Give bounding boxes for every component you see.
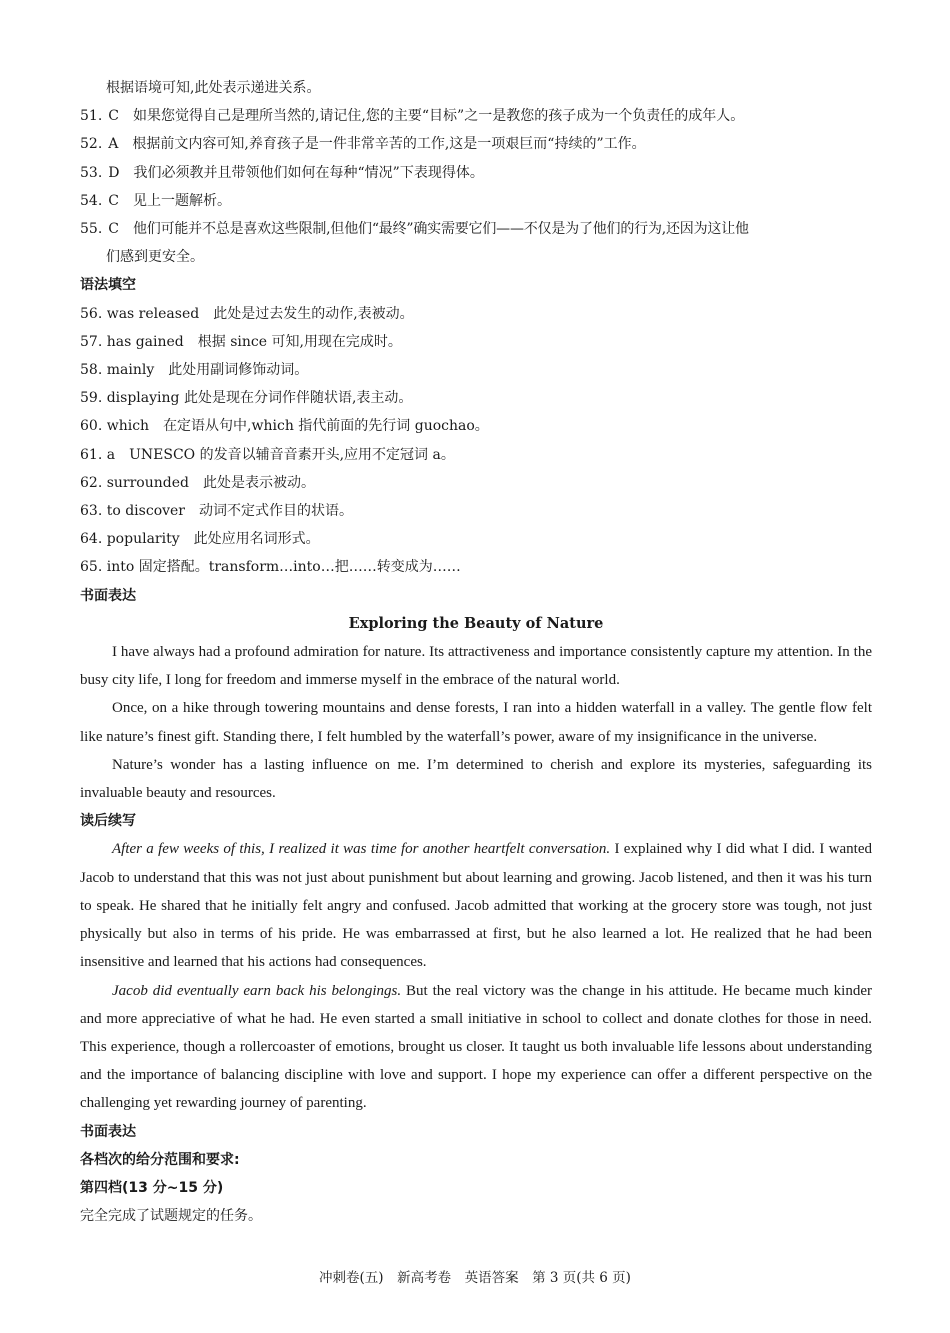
item-answer: displaying [106,390,180,407]
item-number: 53. [80,164,103,181]
item-answer: into [106,559,135,576]
given-opening-sentence: After a few weeks of this, I realized it was time for another heartfelt conversation. [112,841,611,858]
grammar-item-64 [80,525,872,553]
paragraph-text: I explained why I did what I did. I wanted Jacob to understand that this was not just about punishment but about learning and growing. Jacob listened, and then it was his turn to speak. He shared that he initially felt angry and confused. Jacob admitted that working at the grocery store was tough, not just physically but also in terms of his pride. He was embarrassed at first, but he also learned a lot. He realized that he had been insensitive and learned that his actions had consequences. [80,841,872,971]
continuation-body [80,835,872,1117]
essay-title: Exploring the Beauty of Nature [348,614,604,632]
item-number: 64. [80,531,103,548]
grammar-item-63 [80,497,872,525]
given-opening-sentence: Jacob did eventually earn back his belongings. [112,982,402,999]
item-explanation: 我们必须教并且带领他们如何在每种“情况”下表现得体。 [133,164,484,181]
item-explanation: 此处是现在分词作伴随状语,表主动。 [183,390,413,407]
item-number: 61. [80,446,103,463]
item-number: 58. [80,362,103,379]
cloze-item-53 [80,159,872,187]
continuation-paragraph [80,977,872,1118]
item-number: 55. [80,221,103,238]
item-answer: C [108,108,119,125]
cloze-item-51 [80,102,872,130]
item-number: 63. [80,503,103,520]
cloze-item-55-continued: 们感到更安全。 [106,249,204,266]
item-explanation: 如果您觉得自己是理所当然的,请记住,您的主要“目标”之一是教您的孩子成为一个负责任的成年人。 [132,108,745,125]
cloze-item-55 [80,215,872,243]
grammar-item-57 [80,328,872,356]
page-footer: 冲刺卷(五) 新高考卷 英语答案 第 3 页(共 6 页) [319,1270,631,1286]
item-number: 52. [80,136,103,153]
item-explanation: 此处用副词修饰动词。 [168,362,309,379]
grammar-answers [80,300,872,582]
essay-paragraph: Once, on a hike through towering mountains and dense forests, I ran into a hidden waterfall in a valley. The gentle flow felt like nature’s finest gift. Standing there, I felt humbled by the waterfall’s power, aware of my insignificance in the universe. [80,700,872,745]
item-explanation: 动词不定式作目的状语。 [199,503,354,520]
item-number: 60. [80,418,103,435]
item-answer: C [108,192,119,209]
grammar-item-60 [80,412,872,440]
item-explanation: 此处是表示被动。 [202,474,315,491]
cloze-item-52 [80,130,872,158]
item-explanation: 固定搭配。transform…into…把……转变成为…… [138,559,461,576]
item-number: 54. [80,192,103,209]
item-answer: popularity [106,531,180,548]
item-explanation: 见上一题解析。 [132,192,231,209]
item-explanation: 根据前文内容可知,养育孩子是一件非常辛苦的工作,这是一项艰巨而“持续的”工作。 [132,136,646,153]
essay-paragraph: Nature’s wonder has a lasting influence on me. I’m determined to cherish and explore its mysteries, safeguarding its invaluable beauty and resources. [80,756,872,802]
item-explanation: 在定语从句中,which 指代前面的先行词 guochao。 [163,418,489,435]
grammar-item-56 [80,300,872,328]
continuation-paragraph [80,835,872,976]
analysis-line: 根据语境可知,此处表示递进关系。 [106,80,321,96]
grammar-item-65 [80,553,872,581]
grammar-item-58 [80,356,872,384]
item-answer: which [106,418,150,435]
answer-page [80,74,872,1230]
item-answer: C [108,221,119,238]
cloze-answers [80,102,872,271]
scoring-subheading: 各档次的给分范围和要求: [80,1151,240,1168]
item-explanation: 此处是过去发生的动作,表被动。 [213,305,414,322]
grammar-item-62 [80,469,872,497]
grammar-item-59 [80,384,872,412]
item-number: 56. [80,305,103,322]
item-number: 62. [80,474,103,491]
item-answer: a [106,446,116,463]
item-explanation: 此处应用名词形式。 [193,531,320,548]
section-heading-continuation: 读后续写 [80,813,136,830]
item-number: 57. [80,333,103,350]
item-number: 59. [80,390,103,407]
item-number: 65. [80,559,103,576]
item-answer: surrounded [106,474,189,491]
paragraph-text: But the real victory was the change in his attitude. He became much kinder and more appreciative of what he had. He even started a small initiative in school to collect and donate clothes for those in need. This experience, though a rollercoaster of emotions, brought us closer. It taught us both invaluable life lessons about understanding and the importance of balancing discipline with love and support. I hope my experience can offer a different perspective on the challenging yet rewarding journey of parenting. [80,982,872,1112]
item-explanation: 根据 since 可知,用现在完成时。 [197,333,402,350]
item-answer: to discover [106,503,186,520]
item-explanation: UNESCO 的发音以辅音音素开头,应用不定冠词 a。 [129,446,455,463]
item-answer: D [108,164,120,181]
item-answer: was released [106,305,200,322]
scoring-level: 第四档(13 分~15 分) [80,1179,224,1196]
section-heading-grammar: 语法填空 [80,277,136,294]
section-heading-scoring: 书面表达 [80,1123,136,1140]
essay-body [80,638,872,807]
item-explanation: 他们可能并不总是喜欢这些限制,但他们“最终”确实需要它们——不仅是为了他们的行为,还因为这让他 [132,221,749,238]
section-heading-writing: 书面表达 [80,587,136,604]
item-answer: A [108,136,119,153]
item-answer: mainly [106,362,155,379]
scoring-description: 完全完成了试题规定的任务。 [80,1208,262,1225]
item-answer: has gained [106,333,184,350]
item-number: 51. [80,108,103,125]
essay-paragraph: I have always had a profound admiration for nature. Its attractiveness and importance consistently capture my attention. In the busy city life, I long for freedom and immerse myself in the embrace of the natural world. [80,644,872,689]
grammar-item-61 [80,441,872,469]
cloze-item-54 [80,187,872,215]
